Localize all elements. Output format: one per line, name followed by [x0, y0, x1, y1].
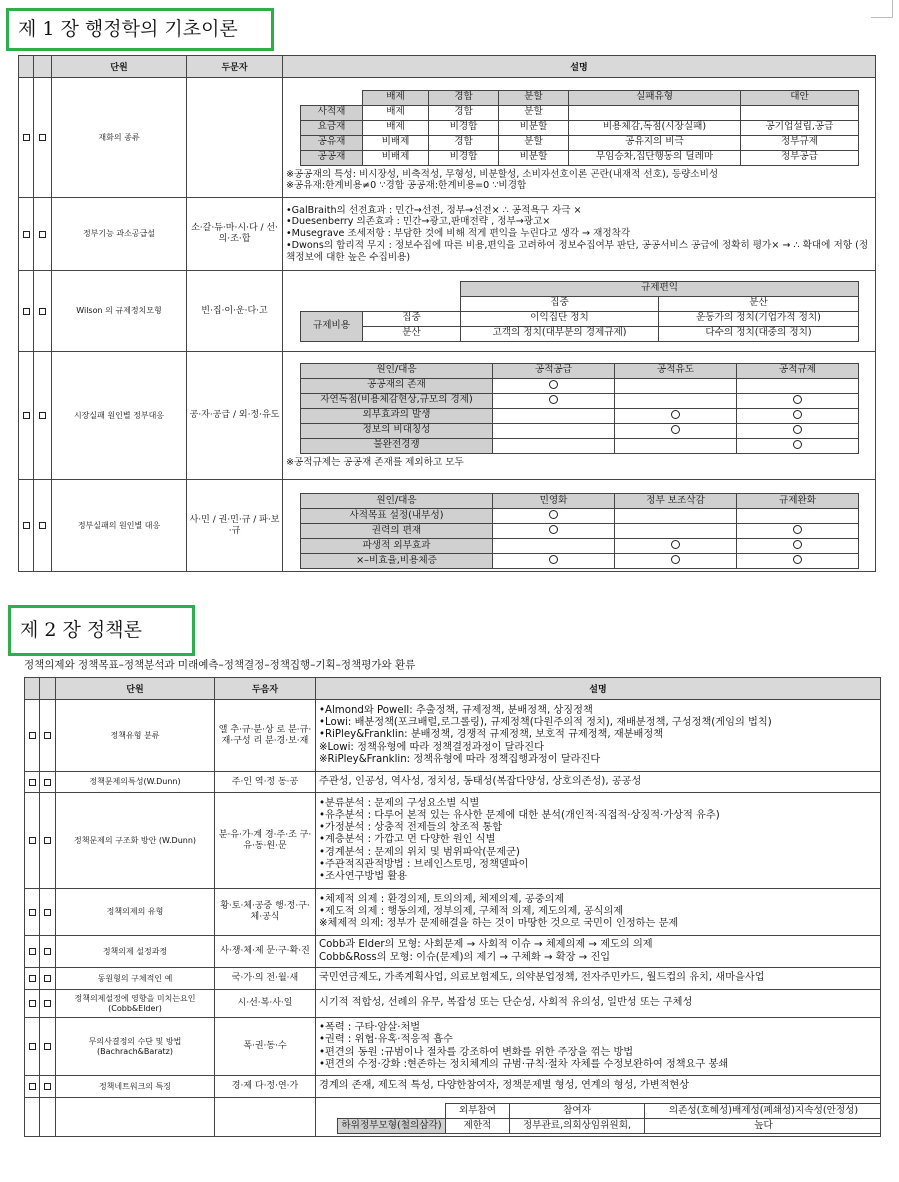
- circle-mark-icon: [671, 425, 680, 434]
- table-row: [25, 968, 881, 990]
- goods-note: ※공공재의 특성: 비시장성, 비축적성, 무형성, 비분할성, 소비자선호이론 곤란(내재적 선호), 등량소비성: [286, 168, 719, 180]
- circle-mark-icon: [549, 510, 558, 519]
- row-unit: 정책의제의 유형: [56, 889, 215, 936]
- goods-type: 공유재: [301, 135, 363, 150]
- table-row: [25, 1018, 881, 1076]
- matrix-cell: [737, 509, 859, 524]
- desc-line: 시기적 적합성, 선례의 유무, 복잡성 또는 단순성, 사회적 유의성, 일반성 또는 구체성: [319, 997, 693, 1009]
- checkbox[interactable]: [29, 732, 36, 739]
- matrix-header: 공적규제: [737, 363, 859, 378]
- matrix-cell: [737, 539, 859, 554]
- matrix-cell: [615, 393, 737, 408]
- matrix-cell: [737, 554, 859, 569]
- desc-line: •편견의 동원 :규범이나 절차를 강조하여 변화를 위한 주장을 꺾는 방법: [319, 1046, 634, 1058]
- matrix-cell: [493, 378, 615, 393]
- table-row: [19, 352, 876, 480]
- goods-header: 실패유형: [569, 90, 741, 105]
- table1-header-unit: 단원: [52, 56, 187, 78]
- checkbox[interactable]: [29, 948, 36, 955]
- matrix-cell: [615, 378, 737, 393]
- table2-header-check2: [40, 678, 56, 700]
- circle-mark-icon: [549, 555, 558, 564]
- checkbox[interactable]: [29, 1000, 36, 1007]
- desc-line: ※Lowi: 정책유형에 따라 정책결정과정이 달라진다: [319, 741, 544, 753]
- checkbox[interactable]: [23, 231, 30, 238]
- table1-header-check1: [19, 56, 34, 78]
- desc-line: 국민연금제도, 가족계획사업, 의료보험제도, 의약분업정책, 전자주민카드, 월드컵의 유치, 새마을사업: [319, 972, 765, 984]
- row-mnemonic: 빈·집·이·운·다·고: [187, 271, 283, 352]
- matrix-cell: [737, 438, 859, 453]
- table-row: [25, 793, 881, 889]
- desc-line: •Musegrave 조세저항 : 부담한 것에 비해 적게 편익을 누린다고 생각 → 재정착각: [286, 228, 631, 240]
- desc-line: •계층분석 : 가깝고 먼 다양한 원인 식별: [319, 834, 496, 846]
- matrix-cell: [493, 554, 615, 569]
- row-unit: 정책문제의 구조화 방안 (W.Dunn): [56, 793, 215, 889]
- row-mnemonic: 주·인 역·정 동·공: [215, 772, 316, 793]
- checkbox[interactable]: [39, 522, 46, 529]
- matrix-row-label: 파생적 외부효과: [301, 539, 493, 554]
- table-row: [25, 936, 881, 968]
- matrix-cell: [737, 393, 859, 408]
- row-unit: 재화의 종류: [52, 78, 187, 198]
- circle-mark-icon: [671, 540, 680, 549]
- goods-type: 요금재: [301, 120, 363, 135]
- matrix-row-label: 사적목표 설정(내부성): [301, 509, 493, 524]
- goods-type: 사적재: [301, 105, 363, 120]
- row-mnemonic: 황·토·체·공중 행·정·구·체·공식: [215, 889, 316, 936]
- checkbox[interactable]: [44, 1043, 51, 1050]
- row-unit: 정책네트워크의 특징: [56, 1076, 215, 1098]
- desc-line: •체제적 의제 : 환경의제, 토의의제, 체제의제, 공중의제: [319, 893, 565, 905]
- goods-type: 공공재: [301, 150, 363, 165]
- wilson-table: 규제편익 집중 분산 규제비용 집중 이익집단 정치 운동가의 정치(기업가적 정치) 분산 고객의 정치(대부분의 경제규제) 다수의 정치(대중의 정치): [300, 281, 859, 342]
- circle-mark-icon: [549, 380, 558, 389]
- circle-mark-icon: [793, 440, 802, 449]
- desc-line: 경계의 존재, 제도적 특성, 다양한참여자, 정책문제별 형성, 연계의 형성, 가변적현상: [319, 1080, 690, 1092]
- table-row: [25, 1098, 881, 1137]
- circle-mark-icon: [793, 555, 802, 564]
- checkbox[interactable]: [23, 134, 30, 141]
- matrix-header: 민영화: [493, 494, 615, 509]
- circle-mark-icon: [671, 410, 680, 419]
- goods-table: 배제 경합 분할 실패유형 대안 사적재 배제 경합 분할 요금재 배제 비경합 비분할 비용체감,독점(시장실패) 공기업설립,공급 공유재 비배제 경합 분할 공유지의 비극 정부규제 공공재 비배제 비경합 비분할 무임승차,집단행동의 딜레마 정부공급: [300, 90, 859, 166]
- matrix-cell: [493, 438, 615, 453]
- row-mnemonic: [215, 1098, 316, 1137]
- desc-line: •조사연구방법 활용: [319, 871, 407, 883]
- network-header: 참여자: [510, 1104, 645, 1119]
- market-failure-note: ※공적규제는 공공재 존재를 제외하고 모두: [286, 456, 464, 468]
- matrix-cell: [493, 393, 615, 408]
- checkbox[interactable]: [29, 779, 36, 786]
- circle-mark-icon: [793, 540, 802, 549]
- desc-line: ※RiPley&Franklin: 정책유형에 따라 정책집행과정이 달라진다: [319, 753, 601, 765]
- desc-line: •유추분석 : 다루어 본적 있는 유사한 문제에 대한 분석(개인적·직접적·상징적·가상적 유추): [319, 809, 720, 821]
- checkbox[interactable]: [39, 134, 46, 141]
- chapter1-title: 제 1 장 행정학의 기초이론: [6, 8, 274, 51]
- desc-line: •폭력 : 구타·암살·처벌: [319, 1022, 421, 1034]
- matrix-row-label: ×–비효율,비용체증: [301, 554, 493, 569]
- circle-mark-icon: [549, 525, 558, 534]
- desc-line: •편견의 수정·강화 :현존하는 정치체계의 규범·규칙·절차 자체를 수정보완하여 정책요구 봉쇄: [319, 1058, 729, 1070]
- checkbox[interactable]: [39, 308, 46, 315]
- row-unit: 무의사결정의 수단 및 방법 (Bachrach&Baratz): [56, 1018, 215, 1076]
- desc-line: •Lowi: 배분정책(포크배럴,로그롤링), 규제정책(다원주의적 정치), 재배분정책, 구성정책(게임의 법칙): [319, 717, 772, 729]
- desc-line: •주관적직관적방법 : 브레인스토밍, 정책델파이: [319, 858, 529, 870]
- desc-line: •가정분석 : 상충적 전제들의 창조적 통합: [319, 822, 503, 834]
- row-mnemonic: 분·유·가·계 경·주·조 구·유·동·원·문: [215, 793, 316, 889]
- circle-mark-icon: [793, 425, 802, 434]
- checkbox[interactable]: [44, 1083, 51, 1090]
- row-mnemonic: 국·가·의 전·월·새: [215, 968, 316, 990]
- circle-mark-icon: [671, 555, 680, 564]
- matrix-cell: [493, 408, 615, 423]
- table-row: [25, 700, 881, 772]
- matrix-cell: [737, 378, 859, 393]
- goods-header: 배제: [363, 90, 429, 105]
- desc-line: Cobb&Ross의 모형: 이슈(문제)의 제기 → 구체화 → 확장 → 진입: [319, 951, 611, 963]
- desc-line: •Almond와 Powell: 추출정책, 규제정책, 분배정책, 상징정책: [319, 704, 593, 716]
- matrix-row-label: 공공재의 존재: [301, 378, 493, 393]
- row-unit: 정책의제 설정과정: [56, 936, 215, 968]
- matrix-header: 원인/대응: [301, 363, 493, 378]
- matrix-header: 공적공급: [493, 363, 615, 378]
- matrix-header: 공적유도: [615, 363, 737, 378]
- matrix-header: 규제완화: [737, 494, 859, 509]
- table2-header-check1: [25, 678, 40, 700]
- matrix-cell: [493, 423, 615, 438]
- matrix-header: 원인/대응: [301, 494, 493, 509]
- matrix-cell: [737, 408, 859, 423]
- checkbox[interactable]: [44, 837, 51, 844]
- matrix-cell: [493, 509, 615, 524]
- desc-line: 주관성, 인공성, 역사성, 정치성, 동태성(복잡다양성, 상호의존성), 공공성: [319, 775, 642, 787]
- table1-header-check2: [34, 56, 52, 78]
- matrix-row-label: 권력의 편재: [301, 524, 493, 539]
- row-mnemonic: 사·민 / 권·민·규 / 파·보·규: [187, 480, 283, 572]
- government-failure-table: [300, 493, 859, 569]
- network-model: 하위정부모형(철의삼각): [338, 1119, 446, 1134]
- matrix-cell: [737, 524, 859, 539]
- goods-header: 경합: [429, 90, 499, 105]
- circle-mark-icon: [549, 395, 558, 404]
- table-row: [19, 78, 876, 198]
- checkbox[interactable]: [29, 837, 36, 844]
- checkbox[interactable]: [29, 975, 36, 982]
- table1-header-desc: 설명: [283, 56, 876, 78]
- checkbox[interactable]: [44, 948, 51, 955]
- checkbox[interactable]: [39, 412, 46, 419]
- checkbox[interactable]: [39, 231, 46, 238]
- matrix-header: 정부 보조삭감: [615, 494, 737, 509]
- matrix-row-label: 정보의 비대칭성: [301, 423, 493, 438]
- table2: [24, 677, 881, 1137]
- checkbox[interactable]: [44, 1000, 51, 1007]
- checkbox[interactable]: [23, 522, 30, 529]
- circle-mark-icon: [793, 410, 802, 419]
- table2-header-mnemonic: 두음자: [215, 678, 316, 700]
- checkbox[interactable]: [29, 909, 36, 916]
- row-mnemonic: 폭·권·동·수: [215, 1018, 316, 1076]
- table-row: [25, 1076, 881, 1098]
- desc-line: •경계분석 : 문제의 위치 및 범위파악(문제군): [319, 846, 520, 858]
- circle-mark-icon: [793, 395, 802, 404]
- checkbox[interactable]: [44, 732, 51, 739]
- matrix-cell: [615, 438, 737, 453]
- table-row: [19, 198, 876, 271]
- row-mnemonic: 공·자·공급 / 외·정·유도: [187, 352, 283, 480]
- chapter2-title: 제 2 장 정책론: [8, 605, 195, 656]
- chapter2-intro: 정책의제와 정책목표–정책분석과 미래예측–정책결정–정책집행–기획–정책평가와 환류: [24, 659, 416, 671]
- desc-line: •GalBraith의 선전효과 : 민간→선전, 정부→선전× ∴ 공적욕구 자극 ×: [286, 204, 582, 216]
- row-unit: [56, 1098, 215, 1137]
- row-mnemonic: 소·갈·듀·마·시·다 / 선·의·조·합: [187, 198, 283, 271]
- matrix-cell: [493, 524, 615, 539]
- checkbox[interactable]: [29, 1083, 36, 1090]
- network-header: 외부참여: [446, 1104, 510, 1119]
- row-mnemonic: 사·쟁·체·제 문·구·확·진: [215, 936, 316, 968]
- matrix-cell: [615, 423, 737, 438]
- desc-line: •Duesenberry 의존효과 : 민간→광고,판매전략 , 정부→광고×: [286, 216, 551, 228]
- table2-header-unit: 단원: [56, 678, 215, 700]
- checkbox[interactable]: [44, 909, 51, 916]
- desc-line: Cobb과 Elder의 모형: 사회문제 → 사회적 이슈 → 체제의제 → 제도의 의제: [319, 939, 653, 951]
- matrix-row-label: 외부효과의 발생: [301, 408, 493, 423]
- corner-mark: [871, 0, 893, 18]
- network-header: 의존성(호혜성)배제성(폐쇄성)지속성(안정성): [645, 1104, 881, 1119]
- desc-line: ※체제적 의제: 정부가 문제해결을 하는 것이 마땅한 것으로 국민이 인정하는 문제: [319, 918, 679, 930]
- row-mnemonic: [187, 78, 283, 198]
- desc-line: •분류분석 : 문제의 구성요소별 식별: [319, 797, 480, 809]
- matrix-cell: [737, 423, 859, 438]
- row-unit: Wilson 의 규제정치모형: [52, 271, 187, 352]
- table1-header-mnemonic: 두문자: [187, 56, 283, 78]
- table-row: [25, 889, 881, 936]
- row-unit: 정부실패의 원인별 대응: [52, 480, 187, 572]
- row-mnemonic: 앨 추·규·분·상 로 분·규·재·구성 리 분·경·보·재: [215, 700, 316, 772]
- matrix-row-label: 자연독점(비용체감현상,규모의 경제): [301, 393, 493, 408]
- matrix-cell: [615, 524, 737, 539]
- matrix-cell: [615, 408, 737, 423]
- checkbox[interactable]: [23, 308, 30, 315]
- desc-line: •RiPley&Franklin: 분배정책, 경쟁적 규제정책, 보호적 규제정책, 재분배정책: [319, 729, 664, 741]
- row-unit: 시장실패 원인별 정부대응: [52, 352, 187, 480]
- table-row: [25, 990, 881, 1018]
- matrix-cell: [615, 539, 737, 554]
- matrix-cell: [615, 509, 737, 524]
- row-unit: 동원형의 구체적인 예: [56, 968, 215, 990]
- matrix-row-label: 불완전경쟁: [301, 438, 493, 453]
- table-row: [19, 271, 876, 352]
- row-mnemonic: 시·선·복·사·일: [215, 990, 316, 1018]
- circle-mark-icon: [793, 525, 802, 534]
- network-table: 외부참여 참여자 의존성(호혜성)배제성(폐쇄성)지속성(안정성) 하위정부모형(철의삼각) 제한적 정부관료,의회상임위원회, 높다: [337, 1103, 881, 1134]
- market-failure-table: [300, 363, 859, 454]
- table-row: [25, 772, 881, 793]
- checkbox[interactable]: [44, 975, 51, 982]
- checkbox[interactable]: [29, 1043, 36, 1050]
- matrix-cell: [493, 539, 615, 554]
- table-row: [19, 480, 876, 572]
- goods-note: ※공유재:한계비용≠0 ∵경합 공공재:한계비용=0 ∵비경합: [286, 180, 527, 191]
- matrix-cell: [615, 554, 737, 569]
- row-unit: 정부기능 과소공급설: [52, 198, 187, 271]
- table1: [18, 55, 876, 572]
- row-unit: 정책문제의특성(W.Dunn): [56, 772, 215, 793]
- checkbox[interactable]: [23, 412, 30, 419]
- goods-header: 대안: [741, 90, 859, 105]
- table2-header-desc: 설명: [316, 678, 881, 700]
- row-unit: 정책유형 분류: [56, 700, 215, 772]
- desc-line: •Dwons의 합리적 무지 : 정보수집에 따른 비용,편익을 고려하여 정보수집여부 판단, 공공서비스 공급에 정확히 평가× → ∴ 확대에 저항 (정책정보에 대한 높은 수집비용): [286, 239, 869, 263]
- row-mnemonic: 경·제 다·정·연·가: [215, 1076, 316, 1098]
- row-unit: 정책의제설정에 영향을 미치는요인(Cobb&Elder): [56, 990, 215, 1018]
- goods-header: 분할: [499, 90, 569, 105]
- desc-line: •제도적 의제 : 행동의제, 정부의제, 구체적 의제, 제도의제, 공식의제: [319, 905, 624, 917]
- desc-line: •권력 : 위협·유혹·적응적 흡수: [319, 1034, 453, 1046]
- checkbox[interactable]: [44, 779, 51, 786]
